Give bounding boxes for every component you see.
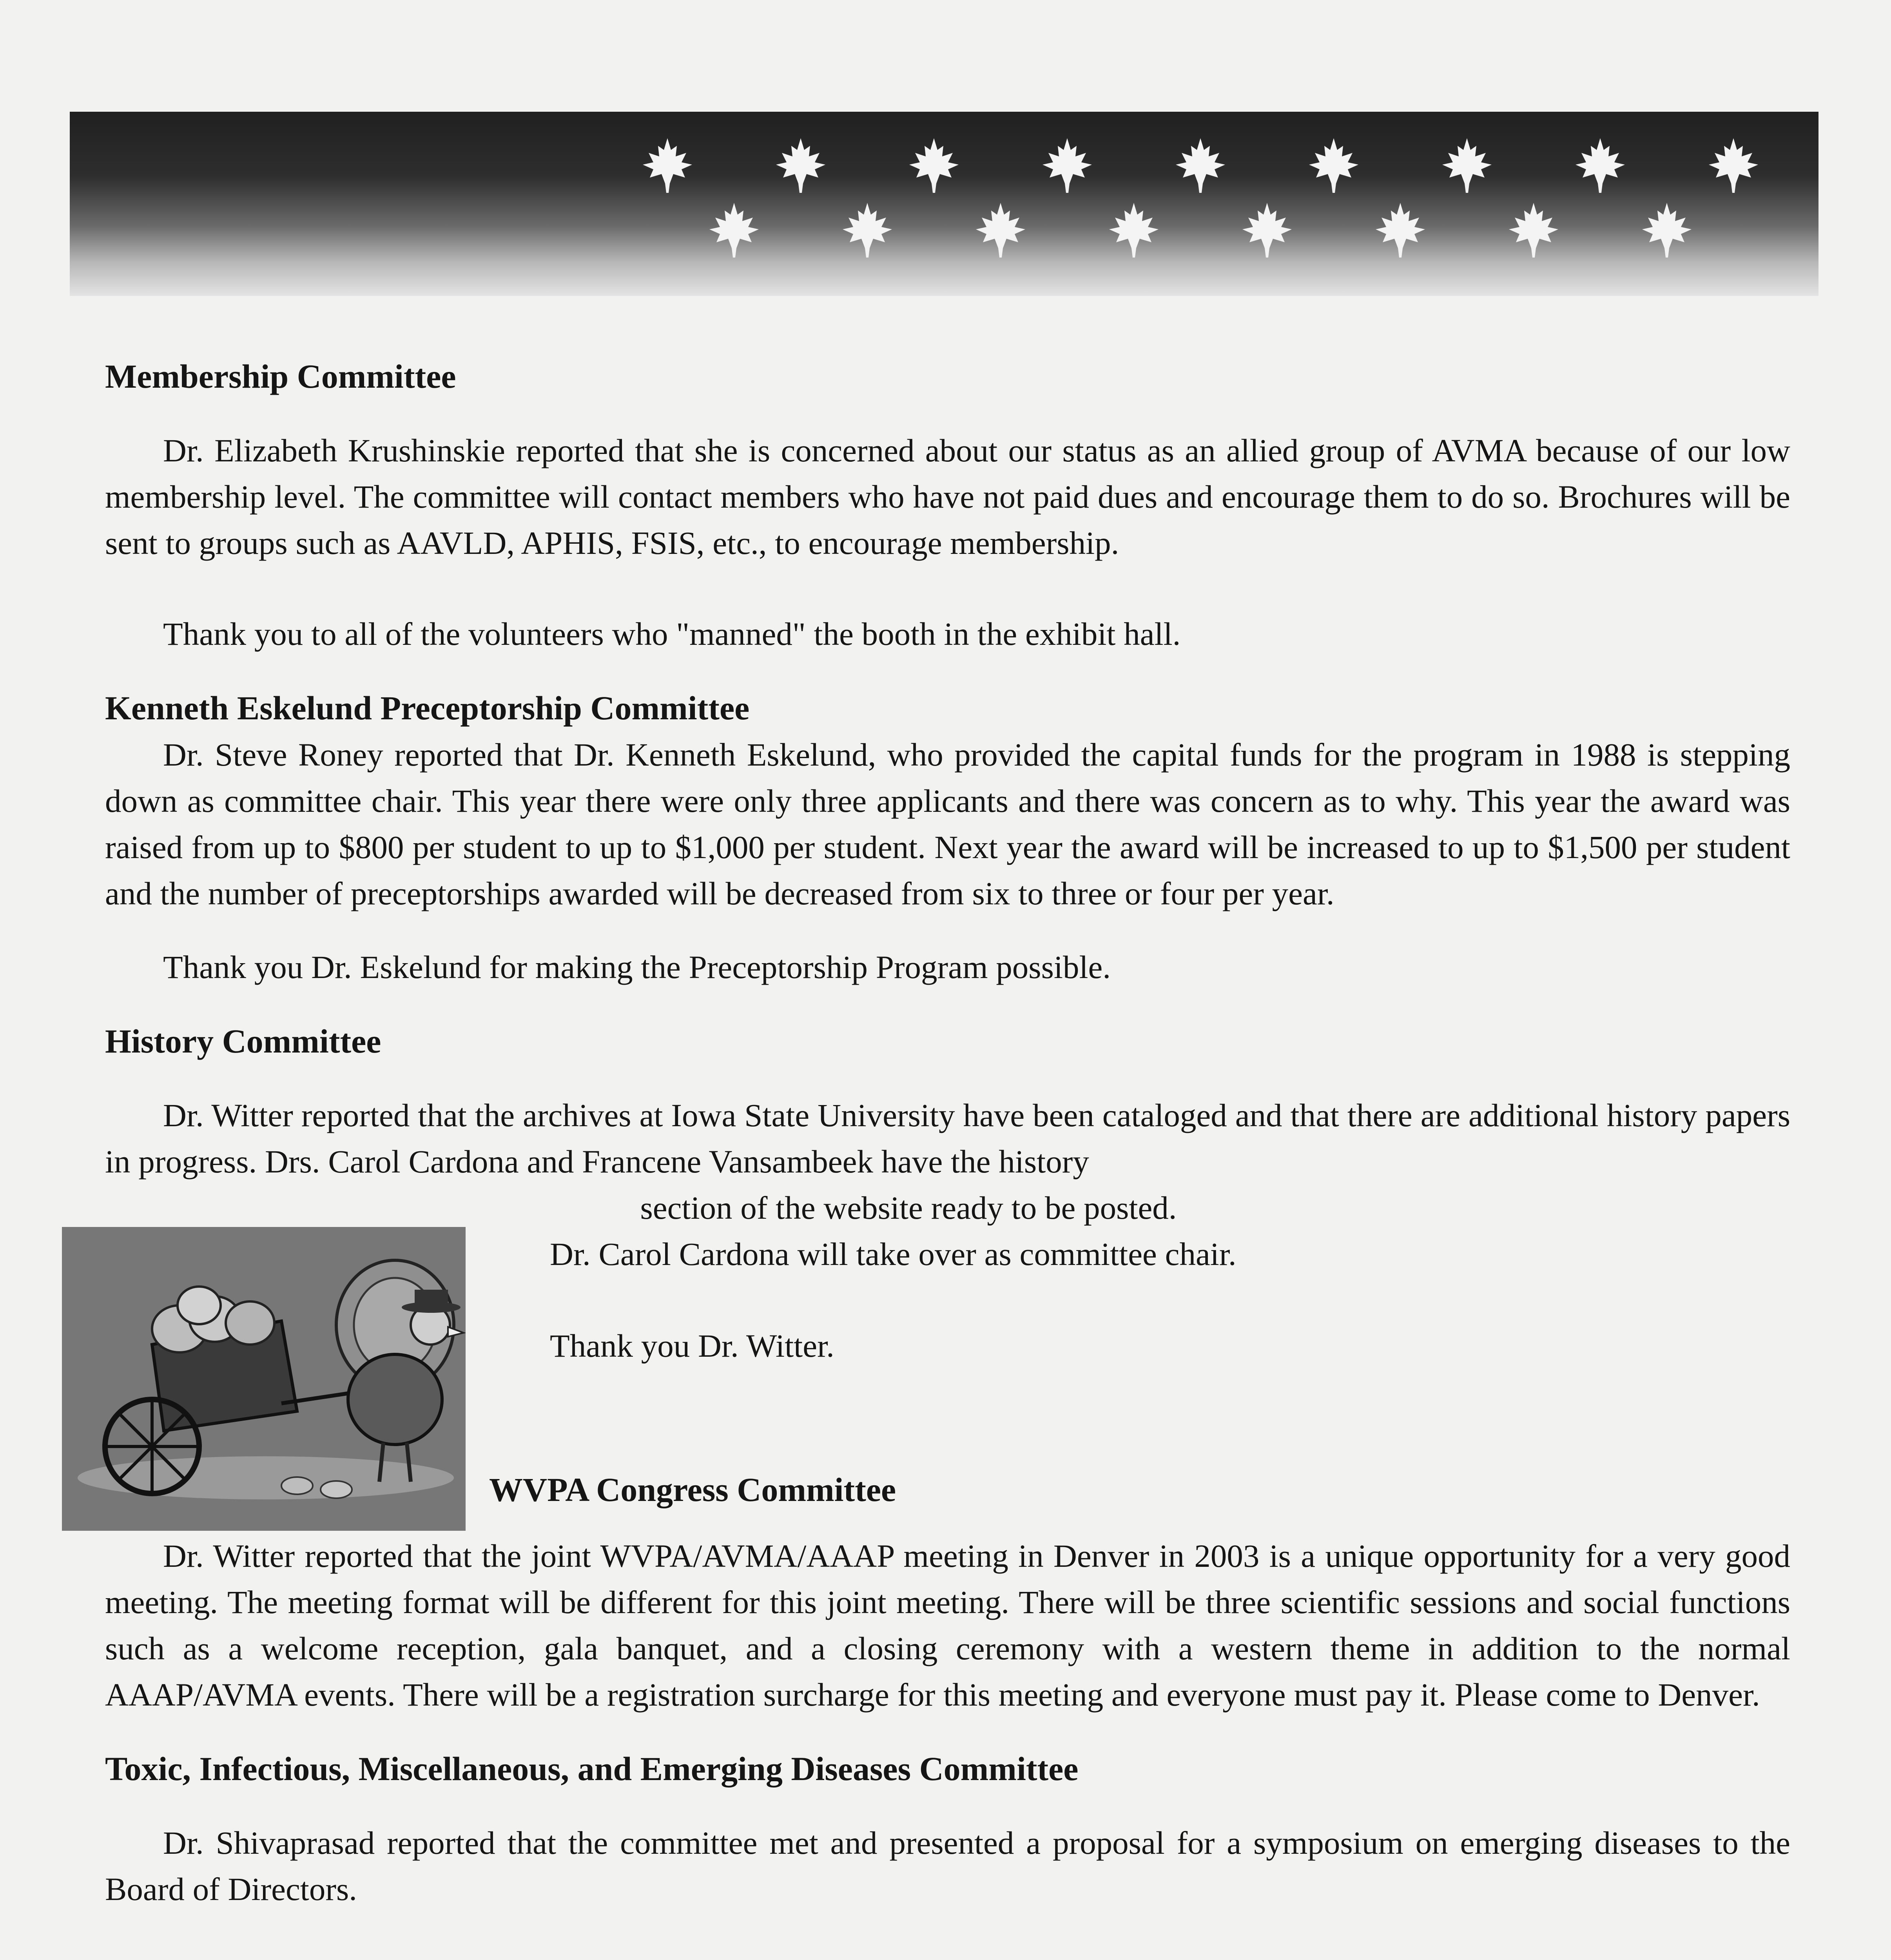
page-content: [105, 353, 1790, 1960]
maple-leaf-icon: [1571, 135, 1630, 194]
history-paragraph-3: Thank you Dr. Witter.: [550, 1328, 834, 1364]
wvpa-paragraph-1: Dr. Witter reported that the joint WVPA/AVMA/AAAP meeting in Denver in 2003 is a unique opportunity for a very good meeting. The meeting format will be different for this joint meeting. There will be three scientific sessions and social functions such as a welcome reception, gala banquet, and a closing ceremony with a western theme in addition to the normal AAAP/AVMA events. There will be a registration surcharge for this meeting and everyone must pay it. Please come to Denver.: [105, 1538, 1790, 1713]
maple-leaf-icon: [1637, 200, 1696, 259]
membership-paragraph-2: Thank you to all of the volunteers who "manned" the booth in the exhibit hall.: [163, 616, 1181, 652]
wvpa-committee-heading: WVPA Congress Committee: [489, 1471, 896, 1508]
history-paragraph-1-end: section of the website ready to be posted.: [640, 1190, 1177, 1226]
maple-leaf-icon: [705, 200, 763, 259]
history-paragraph-2: Dr. Carol Cardona will take over as committee chair.: [550, 1236, 1236, 1272]
maple-leaf-icon: [1038, 135, 1097, 194]
maple-leaf-icon: [971, 200, 1030, 259]
membership-paragraph-1: Dr. Elizabeth Krushinskie reported that she is concerned about our status as an allied group of AVMA because of our low membership level. The committee will contact members who have not paid dues and encourage them to do so. Brochures will be sent to groups such as AAVLD, APHIS, FSIS, etc., to encourage membership.: [105, 432, 1790, 561]
header-banner: [70, 112, 1818, 296]
history-clipart-row: [105, 1231, 1790, 1533]
maple-leaf-icon: [1238, 200, 1296, 259]
turkey-cart-illustration: [62, 1227, 466, 1531]
toxic-committee-heading: Toxic, Infectious, Miscellaneous, and Emerging Diseases Committee: [105, 1750, 1079, 1788]
eskelund-paragraph-2: Thank you Dr. Eskelund for making the Preceptorship Program possible.: [163, 949, 1111, 985]
eskelund-paragraph-1: Dr. Steve Roney reported that Dr. Kenneth Eskelund, who provided the capital funds for the program in 1988 is stepping down as committee chair. This year there were only three applicants and there was concern as to why. This year the award was raised from up to $800 per student to up to $1,000 per student. Next year the award will be increased to up to $1,500 per student and the number of preceptorships awarded will be decreased from six to three or four per year.: [105, 737, 1790, 911]
maple-leaf-icon: [1504, 200, 1563, 259]
history-committee-heading: History Committee: [105, 1022, 381, 1060]
maple-leaf-icon: [905, 135, 963, 194]
maple-leaf-icon: [1171, 135, 1230, 194]
maple-leaf-icon: [771, 135, 830, 194]
maple-leaf-icon: [1304, 135, 1363, 194]
membership-committee-heading: Membership Committee: [105, 358, 456, 395]
maple-leaf-icon: [638, 135, 697, 194]
maple-leaf-icon: [1104, 200, 1163, 259]
maple-leaf-icon: [1704, 135, 1763, 194]
toxic-paragraph-1: Dr. Shivaprasad reported that the committee met and presented a proposal for a symposium on emerging diseases to the Board of Directors.: [105, 1825, 1790, 1907]
history-paragraph-1: Dr. Witter reported that the archives at Iowa State University have been cataloged and that there are additional history papers in progress. Drs. Carol Cardona and Francene Vansambeek have the history: [105, 1097, 1790, 1180]
toxic-paragraph-2: [105, 1957, 1790, 1960]
history-cart-text: [550, 1231, 1765, 1414]
maple-leaf-icon: [838, 200, 897, 259]
maple-leaf-icon: [1438, 135, 1496, 194]
eskelund-committee-heading: Kenneth Eskelund Preceptorship Committee: [105, 689, 750, 727]
maple-leaf-icon: [1371, 200, 1430, 259]
